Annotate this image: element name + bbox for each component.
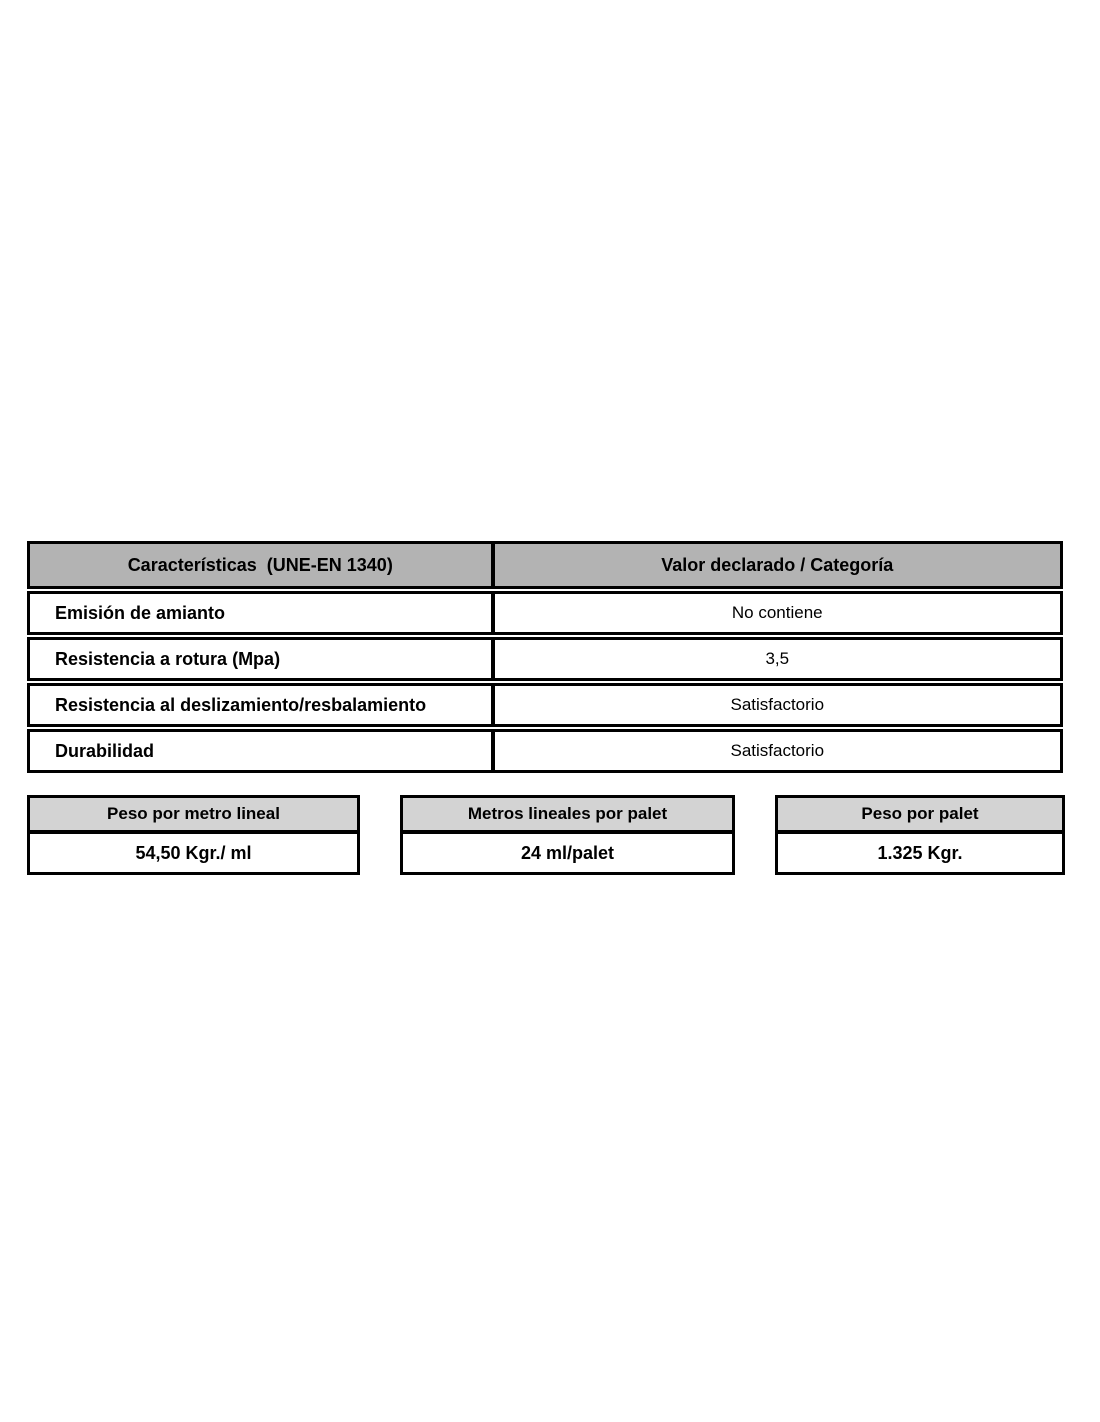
row-label: Durabilidad — [30, 732, 495, 770]
row-value: Satisfactorio — [730, 695, 825, 714]
summary-table-peso-por-palet — [775, 795, 1065, 875]
summary-value: 24 ml/palet — [520, 842, 615, 863]
summary-table-metros-lineales-por-palet — [400, 795, 735, 875]
summary-tables — [27, 795, 1065, 875]
table-row-resistencia-deslizamiento — [27, 683, 1063, 727]
summary-header: Metros lineales por palet — [403, 798, 732, 834]
summary-header: Peso por palet — [778, 798, 1062, 834]
summary-value: 1.325 Kgr. — [877, 842, 963, 863]
row-label: Resistencia al deslizamiento/resbalamiento — [30, 686, 495, 724]
row-label: Resistencia a rotura (Mpa) — [30, 640, 495, 678]
row-value: No contiene — [731, 603, 823, 622]
summary-value: 54,50 Kgr./ ml — [135, 842, 252, 863]
row-value: Satisfactorio — [730, 741, 825, 760]
table-row-emision-amianto — [27, 591, 1063, 635]
table-row-resistencia-rotura — [27, 637, 1063, 681]
characteristics-table — [27, 541, 1063, 773]
row-value: 3,5 — [765, 649, 790, 668]
table-row-durabilidad — [27, 729, 1063, 773]
summary-header: Peso por metro lineal — [30, 798, 357, 834]
header-cell-caracteristicas: Características (UNE-EN 1340) — [30, 544, 495, 586]
row-label: Emisión de amianto — [30, 594, 495, 632]
summary-table-peso-por-metro-lineal — [27, 795, 360, 875]
table-header-row — [27, 541, 1063, 589]
header-cell-valor-declarado: Valor declarado / Categoría — [661, 554, 894, 575]
